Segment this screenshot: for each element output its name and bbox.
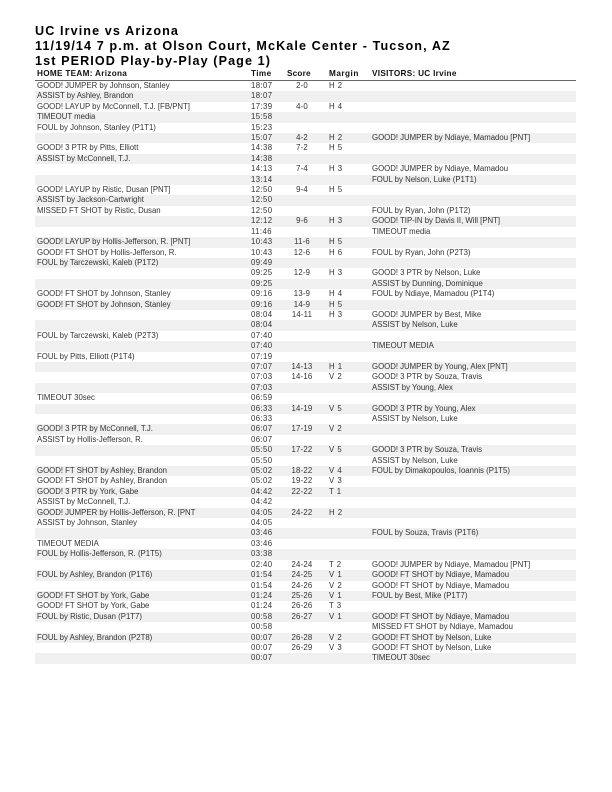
home-play: GOOD! LAYUP by Hollis-Jefferson, R. [PNT] [37, 237, 191, 247]
visitor-play: FOUL by Souza, Travis (P1T6) [372, 528, 479, 538]
visitor-play: GOOD! JUMPER by Ndiaye, Mamadou [372, 164, 509, 174]
table-row [35, 185, 576, 195]
game-time: 05:50 [251, 445, 273, 455]
margin: H 3 [329, 164, 343, 174]
game-time: 01:24 [251, 601, 273, 611]
margin: V 5 [329, 445, 343, 455]
game-time: 10:43 [251, 237, 273, 247]
visitor-play: GOOD! JUMPER by Ndiaye, Mamadou [PNT] [372, 133, 531, 143]
table-row [35, 622, 576, 632]
margin: H 1 [329, 361, 343, 371]
table-row [35, 487, 576, 497]
game-time: 00:58 [251, 611, 273, 621]
home-play: ASSIST by Hollis-Jefferson, R. [37, 434, 143, 444]
margin: V 2 [329, 372, 343, 382]
table-row [35, 164, 576, 174]
table-row [35, 91, 576, 101]
column-header-visitors: VISITORS: UC Irvine [372, 69, 457, 78]
home-play: GOOD! FT SHOT by Hollis-Jefferson, R. [37, 247, 177, 257]
table-row [35, 497, 576, 507]
table-row [35, 383, 576, 393]
visitor-play: GOOD! 3 PTR by Souza, Travis [372, 372, 483, 382]
table-row [35, 601, 576, 611]
game-time: 18:07 [251, 91, 273, 101]
game-time: 00:58 [251, 622, 273, 632]
table-row [35, 466, 576, 476]
game-time: 05:02 [251, 466, 273, 476]
score: 7-2 [296, 143, 308, 153]
home-play: ASSIST by Johnson, Stanley [37, 518, 137, 528]
game-time: 14:38 [251, 153, 273, 163]
column-header-time: Time [251, 69, 272, 78]
game-time: 09:16 [251, 299, 273, 309]
table-row [35, 102, 576, 112]
table-row [35, 310, 576, 320]
score: 26-29 [291, 642, 313, 652]
table-row [35, 560, 576, 570]
home-play: TIMEOUT media [37, 112, 96, 122]
home-play: ASSIST by McConnell, T.J. [37, 497, 131, 507]
margin: H 4 [329, 101, 343, 111]
column-header-home: HOME TEAM: Arizona [37, 69, 128, 78]
visitor-play: ASSIST by Nelson, Luke [372, 414, 458, 423]
home-play: FOUL by Ashley, Brandon (P2T8) [37, 632, 153, 642]
game-time: 14:13 [251, 164, 273, 174]
game-time: 07:07 [251, 361, 273, 371]
table-row [35, 643, 576, 653]
score: 26-26 [291, 601, 313, 611]
home-play: GOOD! FT SHOT by Ashley, Brandon [37, 466, 167, 476]
column-header-margin: Margin [329, 69, 359, 78]
score: 7-4 [296, 164, 308, 174]
game-time: 09:25 [251, 268, 273, 278]
score: 24-26 [291, 580, 313, 590]
game-time: 12:12 [251, 216, 273, 226]
table-row [35, 549, 576, 559]
game-time: 06:33 [251, 403, 273, 413]
game-time: 11:46 [251, 226, 272, 236]
table-row [35, 528, 576, 538]
game-time: 09:25 [251, 278, 273, 288]
margin: H 3 [329, 216, 343, 226]
score: 25-26 [291, 590, 313, 600]
table-row [35, 154, 576, 164]
game-time: 17:39 [251, 101, 273, 111]
table-row [35, 206, 576, 216]
margin: H 5 [329, 143, 343, 153]
visitor-play: FOUL by Best, Mike (P1T7) [372, 590, 468, 600]
score: 14-19 [291, 403, 313, 413]
home-play: GOOD! FT SHOT by Ashley, Brandon [37, 476, 167, 486]
game-date-venue: 11/19/14 7 p.m. at Olson Court, McKale Center - Tucson, AZ [35, 39, 451, 53]
game-time: 03:38 [251, 549, 273, 559]
score: 11-6 [294, 237, 310, 247]
margin: V 3 [329, 476, 343, 486]
score: 24-24 [291, 559, 313, 569]
home-play: TIMEOUT 30sec [37, 393, 95, 403]
margin: V 1 [329, 611, 343, 621]
visitor-play: FOUL by Ryan, John (P1T2) [372, 205, 471, 215]
margin: V 2 [329, 632, 343, 642]
table-body [35, 81, 576, 664]
visitor-play: FOUL by Ndiaye, Mamadou (P1T4) [372, 289, 495, 299]
home-play: FOUL by Johnson, Stanley (P1T1) [37, 122, 156, 132]
home-play: GOOD! FT SHOT by Johnson, Stanley [37, 289, 171, 299]
table-row [35, 570, 576, 580]
table-row [35, 414, 576, 424]
visitor-play: FOUL by Dimakopoulos, Ioannis (P1T5) [372, 466, 510, 476]
table-row [35, 341, 576, 351]
table-row [35, 352, 576, 362]
game-time: 00:07 [251, 653, 273, 663]
home-play: GOOD! FT SHOT by Johnson, Stanley [37, 299, 171, 309]
score: 17-19 [291, 424, 313, 434]
table-row [35, 508, 576, 518]
game-time: 13:14 [251, 174, 273, 184]
visitor-play: GOOD! FT SHOT by Nelson, Luke [372, 642, 492, 652]
table-row [35, 268, 576, 278]
play-by-play-table [35, 69, 576, 664]
score: 17-22 [291, 445, 313, 455]
table-row [35, 362, 576, 372]
home-play: GOOD! FT SHOT by York, Gabe [37, 590, 150, 600]
margin: H 2 [329, 507, 343, 517]
game-time: 18:07 [251, 81, 273, 90]
game-time: 07:19 [251, 351, 273, 361]
score: 14-11 [291, 309, 313, 319]
score: 4-2 [296, 133, 308, 143]
margin: T 2 [329, 559, 342, 569]
table-row [35, 435, 576, 445]
game-time: 06:33 [251, 414, 273, 423]
table-row [35, 289, 576, 299]
margin: H 2 [329, 133, 343, 143]
score: 18-22 [291, 466, 313, 476]
visitor-play: ASSIST by Dunning, Dominique [372, 278, 483, 288]
score: 12-6 [293, 247, 311, 257]
margin: H 5 [329, 185, 343, 195]
margin: V 4 [329, 466, 343, 476]
game-time: 10:43 [251, 247, 273, 257]
game-time: 14:38 [251, 143, 273, 153]
home-play: GOOD! FT SHOT by York, Gabe [37, 601, 150, 611]
game-time: 08:04 [251, 320, 273, 330]
game-time: 12:50 [251, 185, 273, 195]
game-time: 07:03 [251, 372, 273, 382]
game-time: 05:02 [251, 476, 273, 486]
visitor-play: GOOD! JUMPER by Best, Mike [372, 309, 482, 319]
game-time: 02:40 [251, 559, 273, 569]
visitor-play: GOOD! JUMPER by Ndiaye, Mamadou [PNT] [372, 559, 531, 569]
game-time: 06:07 [251, 434, 273, 444]
game-time: 12:50 [251, 205, 273, 215]
score: 4-0 [296, 101, 308, 111]
table-row [35, 653, 576, 663]
table-row [35, 248, 576, 258]
game-time: 07:03 [251, 382, 273, 392]
home-play: TIMEOUT MEDIA [37, 538, 99, 548]
home-play: MISSED FT SHOT by Ristic, Dusan [37, 205, 161, 215]
visitor-play: TIMEOUT MEDIA [372, 341, 434, 351]
home-play: GOOD! 3 PTR by McConnell, T.J. [37, 424, 153, 434]
game-time: 03:46 [251, 528, 273, 538]
game-time: 09:16 [251, 289, 273, 299]
visitor-play: TIMEOUT 30sec [372, 653, 430, 663]
home-play: FOUL by Tarczewski, Kaleb (P1T2) [37, 257, 159, 267]
margin: H 3 [329, 268, 343, 278]
table-row [35, 393, 576, 403]
visitor-play: ASSIST by Nelson, Luke [372, 320, 458, 330]
score: 26-28 [291, 632, 313, 642]
visitor-play: ASSIST by Young, Alex [372, 382, 453, 392]
game-time: 01:54 [251, 570, 273, 580]
margin: T 3 [329, 601, 342, 611]
home-play: GOOD! 3 PTR by York, Gabe [37, 486, 139, 496]
table-row [35, 237, 576, 247]
margin: V 2 [329, 424, 343, 434]
score: 9-4 [296, 185, 308, 195]
home-play: FOUL by Ashley, Brandon (P1T6) [37, 570, 153, 580]
game-time: 12:50 [251, 195, 273, 205]
table-row [35, 143, 576, 153]
margin: H 2 [329, 81, 343, 90]
table-row [35, 123, 576, 133]
table-row [35, 216, 576, 226]
visitor-play: GOOD! JUMPER by Young, Alex [PNT] [372, 361, 508, 371]
margin: H 5 [329, 299, 343, 309]
table-row [35, 320, 576, 330]
game-time: 08:04 [251, 309, 273, 319]
game-time: 04:42 [251, 486, 273, 496]
table-row [35, 539, 576, 549]
margin: V 2 [329, 580, 343, 590]
game-time: 05:50 [251, 455, 273, 465]
margin: V 1 [329, 570, 343, 580]
visitor-play: TIMEOUT media [372, 226, 431, 236]
table-row [35, 175, 576, 185]
visitor-play: GOOD! TIP-IN by Davis II, Will [PNT] [372, 216, 501, 226]
margin: T 1 [329, 486, 342, 496]
table-row [35, 456, 576, 466]
table-row [35, 227, 576, 237]
score: 13-9 [293, 289, 311, 299]
home-play: ASSIST by Jackson-Cartwright [37, 195, 144, 205]
game-time: 04:42 [251, 497, 273, 507]
column-header-score: Score [287, 69, 311, 78]
margin: H 4 [329, 289, 343, 299]
visitor-play: GOOD! FT SHOT by Nelson, Luke [372, 632, 492, 642]
score: 22-22 [291, 486, 313, 496]
home-play: FOUL by Tarczewski, Kaleb (P2T3) [37, 330, 159, 340]
visitor-play: MISSED FT SHOT by Ndiaye, Mamadou [372, 622, 513, 632]
table-row [35, 581, 576, 591]
visitor-play: GOOD! FT SHOT by Ndiaye, Mamadou [372, 580, 510, 590]
table-row [35, 612, 576, 622]
score: 14-16 [291, 372, 313, 382]
home-play: GOOD! JUMPER by Johnson, Stanley [37, 81, 170, 90]
home-play: GOOD! LAYUP by Ristic, Dusan [PNT] [37, 185, 171, 195]
margin: H 6 [329, 247, 343, 257]
margin: V 3 [329, 642, 343, 652]
visitor-play: GOOD! 3 PTR by Souza, Travis [372, 445, 483, 455]
home-play: ASSIST by McConnell, T.J. [37, 153, 131, 163]
table-row [35, 476, 576, 486]
table-row [35, 195, 576, 205]
visitor-play: GOOD! 3 PTR by Nelson, Luke [372, 268, 481, 278]
game-time: 04:05 [251, 518, 273, 528]
game-time: 06:59 [251, 393, 273, 403]
score: 12-9 [293, 268, 311, 278]
game-time: 03:46 [251, 538, 273, 548]
table-row [35, 279, 576, 289]
table-row [35, 300, 576, 310]
period-title: 1st PERIOD Play-by-Play (Page 1) [35, 54, 272, 68]
table-row [35, 133, 576, 143]
visitor-play: GOOD! FT SHOT by Ndiaye, Mamadou [372, 611, 510, 621]
margin: H 3 [329, 309, 343, 319]
game-time: 15:23 [251, 122, 273, 132]
game-time: 15:58 [251, 112, 273, 122]
visitor-play: GOOD! 3 PTR by Young, Alex [372, 403, 476, 413]
home-play: FOUL by Hollis-Jefferson, R. (P1T5) [37, 549, 162, 559]
visitor-play: FOUL by Nelson, Luke (P1T1) [372, 174, 477, 184]
home-play: GOOD! 3 PTR by Pitts, Elliott [37, 143, 139, 153]
margin: V 5 [329, 403, 343, 413]
game-time: 09:49 [251, 257, 273, 267]
table-header [35, 69, 576, 81]
score: 2-0 [296, 81, 308, 90]
game-time: 07:40 [251, 341, 273, 351]
table-row [35, 424, 576, 434]
home-play: FOUL by Pitts, Elliott (P1T4) [37, 351, 135, 361]
visitor-play: ASSIST by Nelson, Luke [372, 455, 458, 465]
home-play: FOUL by Ristic, Dusan (P1T7) [37, 611, 142, 621]
table-row [35, 591, 576, 601]
score: 26-27 [291, 611, 313, 621]
table-row [35, 404, 576, 414]
score: 19-22 [291, 476, 313, 486]
table-row [35, 445, 576, 455]
visitor-play: FOUL by Ryan, John (P2T3) [372, 247, 471, 257]
game-time: 01:54 [251, 580, 273, 590]
score: 24-25 [291, 570, 313, 580]
game-time: 00:07 [251, 632, 273, 642]
table-row [35, 331, 576, 341]
table-row [35, 112, 576, 122]
game-time: 04:05 [251, 507, 273, 517]
score: 14-13 [291, 361, 313, 371]
table-row [35, 518, 576, 528]
game-time: 15:07 [251, 133, 273, 143]
game-time: 07:40 [251, 330, 273, 340]
margin: H 5 [329, 237, 343, 247]
game-title: UC Irvine vs Arizona [35, 24, 180, 38]
score: 24-22 [291, 507, 313, 517]
score: 14-9 [293, 299, 311, 309]
home-play: ASSIST by Ashley, Brandon [37, 91, 134, 101]
table-row [35, 81, 576, 91]
game-time: 00:07 [251, 642, 273, 652]
table-row [35, 633, 576, 643]
home-play: GOOD! JUMPER by Hollis-Jefferson, R. [PNT [37, 507, 196, 517]
margin: V 1 [329, 590, 343, 600]
table-row [35, 372, 576, 382]
score: 9-6 [296, 216, 308, 226]
game-time: 01:24 [251, 590, 273, 600]
home-play: GOOD! LAYUP by McConnell, T.J. [FB/PNT] [37, 101, 190, 111]
game-time: 06:07 [251, 424, 273, 434]
visitor-play: GOOD! FT SHOT by Ndiaye, Mamadou [372, 570, 510, 580]
table-row [35, 258, 576, 268]
